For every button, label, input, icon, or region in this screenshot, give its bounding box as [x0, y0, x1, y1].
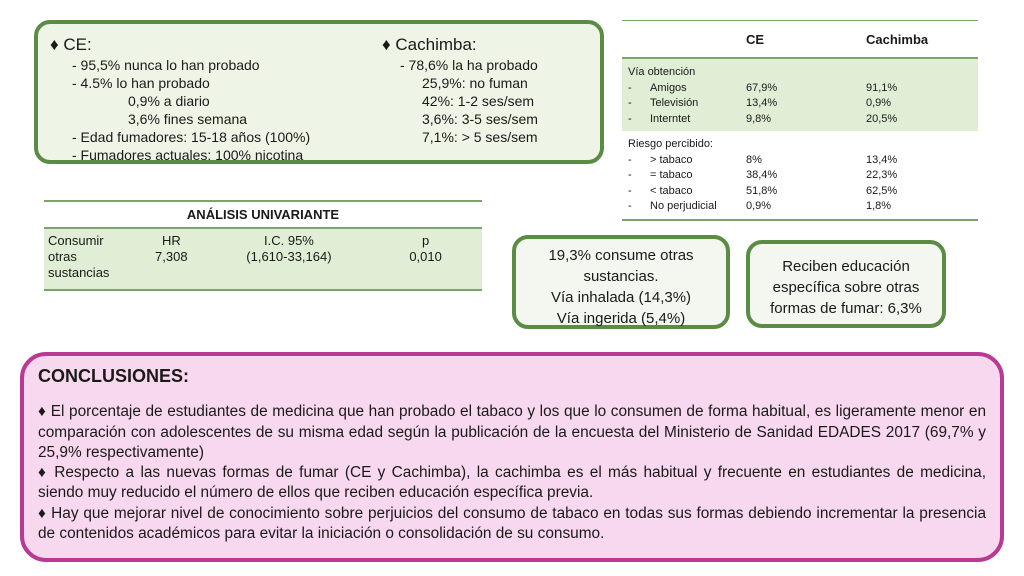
box-line: específica sobre otras [772, 279, 920, 296]
cachimba-values [862, 59, 978, 131]
cachimba-value: 91,1% [866, 81, 898, 94]
box-line: Reciben educación [782, 258, 910, 275]
ce-values [742, 59, 862, 131]
p-value: 0,010 [409, 249, 442, 264]
section-label-cell [622, 131, 742, 219]
ce-value: 51,8% [746, 184, 778, 197]
list-item: - No perjudicial [628, 200, 717, 212]
cachimba-value: 20,5% [866, 112, 898, 125]
comparison-table [622, 20, 978, 221]
hr-label: HR [161, 233, 181, 248]
list-item: - < tabaco [628, 184, 693, 197]
conclusion-paragraph: ♦ Respecto a las nuevas formas de fumar (CE y Cachimba), la cachimba es el más habitual y frecuente en estudiantes de medicina, siendo muy reducido el número de ellos que reciben educación específica previa. [38, 464, 986, 502]
variable-cell [44, 229, 134, 289]
cachimba-value: 1,8% [866, 200, 892, 212]
conclusions-box [20, 352, 1004, 562]
header-cachimba: Cachimba [866, 31, 929, 47]
box-line: Vía inhalada (14,3%) [550, 289, 692, 306]
ic-value: (1,610-33,164) [246, 249, 332, 264]
cachimba-heading: ♦ Cachimba: [382, 35, 477, 54]
cachimba-value: 22,3% [866, 169, 898, 181]
hr-cell [134, 229, 209, 289]
section-label-cell [622, 59, 742, 131]
table-row [44, 229, 482, 291]
cachimba-line: 25,9%: no fuman [422, 75, 528, 91]
cachimba-line: - 78,6% la ha probado [400, 57, 538, 73]
table-header [622, 20, 978, 59]
univariate-title: ANÁLISIS UNIVARIANTE [44, 200, 482, 229]
variable-text: otras [48, 249, 77, 264]
variable-text: Consumir [48, 233, 104, 248]
ce-line: 3,6% fines semana [128, 111, 248, 127]
cachimba-line: 42%: 1-2 ses/sem [422, 93, 535, 109]
section-riesgo-percibido [622, 131, 978, 221]
list-item: - Amigos [628, 81, 687, 94]
conclusions-title: CONCLUSIONES: [38, 366, 190, 386]
ic-cell [209, 229, 369, 289]
ce-value: 13,4% [746, 97, 778, 109]
ce-line: - 95,5% nunca lo han probado [72, 57, 260, 73]
box-line: sustancias. [583, 268, 659, 285]
conclusion-paragraph: ♦ El porcentaje de estudiantes de medicina que han probado el tabaco y los que lo consumen de forma habitual, es ligeramente menor en comparación con adolescentes de su misma edad según la publicación de la encuesta del Ministerio de Sanidad EDADES 2017 (69,7% y 25,9% respectivamente) [38, 403, 986, 461]
education-box [746, 240, 946, 328]
list-item: - > tabaco [628, 153, 693, 166]
ce-line: - Fumadores actuales: 100% nicotina [72, 147, 304, 163]
ce-value: 38,4% [746, 169, 778, 181]
ce-column [50, 34, 310, 164]
cachimba-column [382, 34, 538, 146]
cachimba-value: 13,4% [866, 153, 898, 166]
box-line: 19,3% consume otras [548, 247, 694, 264]
section-via-obtencion [622, 59, 978, 131]
list-item: - Interntet [628, 112, 691, 125]
ce-value: 9,8% [746, 112, 772, 125]
header-ce: CE [746, 31, 765, 47]
cachimba-line: 3,6%: 3-5 ses/sem [422, 111, 538, 127]
p-cell [369, 229, 482, 289]
cachimba-line: 7,1%: > 5 ses/sem [422, 129, 538, 145]
ce-value: 8% [746, 153, 762, 166]
conclusion-paragraph: ♦ Hay que mejorar nivel de conocimiento sobre perjuicios del consumo de tabaco en todas sus formas debiendo incrementar la presencia de contenidos académicos para evitar la iniciación o consolidación de su consumo. [38, 504, 986, 543]
cachimba-value: 0,9% [866, 97, 892, 109]
cachimba-values [862, 131, 978, 219]
p-label: p [421, 233, 430, 248]
section-label: Vía obtención [628, 66, 696, 78]
list-item: - Televisión [628, 97, 699, 109]
ce-value: 67,9% [746, 81, 778, 94]
box-line: formas de fumar: 6,3% [770, 300, 922, 317]
ce-heading: ♦ CE: [50, 35, 92, 54]
ce-line: - 4.5% lo han probado [72, 75, 210, 91]
cachimba-value: 62,5% [866, 184, 898, 197]
hr-value: 7,308 [155, 249, 188, 264]
ce-line: - Edad fumadores: 15-18 años (100%) [72, 129, 311, 145]
ce-values [742, 131, 862, 219]
summary-box [34, 20, 604, 164]
section-label: Riesgo percibido: [628, 138, 713, 150]
ic-label: I.C. 95% [264, 233, 314, 248]
ce-value: 0,9% [746, 200, 772, 212]
box-line: Vía ingerida (5,4%) [556, 310, 686, 327]
other-substances-box [512, 235, 730, 329]
list-item: - = tabaco [628, 169, 693, 181]
variable-text: sustancias [48, 265, 110, 280]
univariate-table [44, 200, 482, 291]
ce-line: 0,9% a diario [128, 93, 210, 109]
